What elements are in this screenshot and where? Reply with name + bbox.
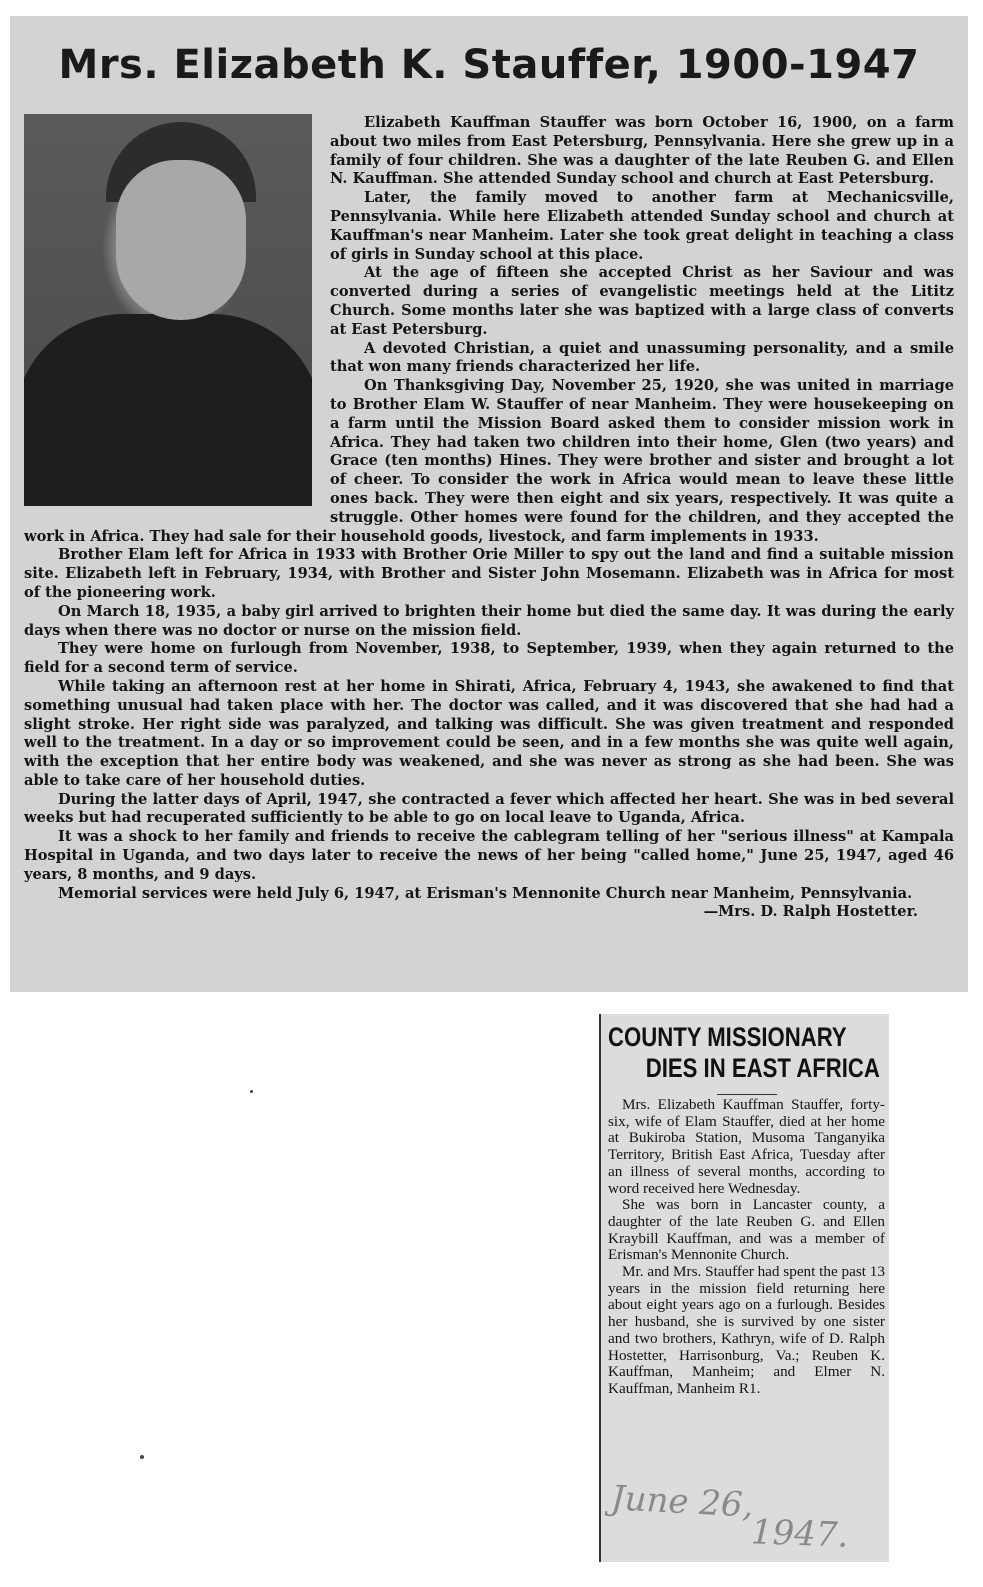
obituary-paragraph: Brother Elam left for Africa in 1933 with Brother Orie Miller to spy out the land and find a suitable mission site. Elizabeth left in February, 1934, with Brother and Sister John Mosemann. Elizabeth was in Africa for most of the pioneering work.	[24, 546, 954, 601]
obituary-paragraph: On Thanksgiving Day, November 25, 1920, she was united in marriage to Brother Elam W. Stauffer of near Manheim. They were housekeeping on a farm until the Mission Board asked them to consider mission work in Africa. They had taken two children into their home, Glen (two years) and Grace (ten months) Hines. They were brother and sister and brought a lot of cheer. To consider the work in Africa would mean to leave these little ones back. They were then eight and six years, respectively. It was quite a struggle. Other homes were found for the children, and they accepted the work in Africa. They had sale for their household goods, livestock, and farm implements in 1933.	[24, 377, 954, 545]
handwritten-date-line1: June 26,	[610, 1478, 755, 1526]
portrait-photo	[24, 114, 312, 506]
headline-divider	[717, 1094, 777, 1095]
obituary-paragraph: Elizabeth Kauffman Stauffer was born October 16, 1900, on a farm about two miles from East Petersburg, Pennsylvania. Here she grew up in a family of four children. She was a daughter of the late Reuben G. and Ellen N. Kauffman. She attended Sunday school and church at East Petersburg.	[330, 114, 954, 188]
news-headline-line1: COUNTY MISSIONARY	[608, 1022, 847, 1052]
obituary-title: Mrs. Elizabeth K. Stauffer, 1900-1947	[58, 42, 920, 88]
obituary-paragraph: A devoted Christian, a quiet and unassuming personality, and a smile that won many friends characterized her life.	[330, 339, 954, 376]
news-headline-line2: DIES IN EAST AFRICA	[645, 1053, 880, 1083]
handwritten-date-line2: 1947.	[750, 1512, 850, 1556]
obituary-paragraph: They were home on furlough from November, 1938, to September, 1939, when they again returned to the field for a second term of service.	[24, 640, 954, 677]
portrait-face	[116, 160, 246, 320]
obituary-paragraph: On March 18, 1935, a baby girl arrived to brighten their home but died the same day. It was during the early days when there was no doctor or nurse on the mission field.	[24, 602, 954, 639]
news-clipping	[599, 1014, 889, 1562]
obituary-paragraph: It was a shock to her family and friends to receive the cablegram telling of her "serious illness" at Kampala Hospital in Uganda, and two days later to receive the news of her being "called home," June 25, 1947, aged 46 years, 8 months, and 9 days.	[24, 828, 954, 883]
news-body	[608, 1097, 885, 1398]
obituary-author: —Mrs. D. Ralph Hostetter.	[703, 903, 918, 921]
news-paragraph: Mr. and Mrs. Stauffer had spent the past 13 years in the mission field returning here about eight years ago on a furlough. Besides her husband, she is survived by one sister and two brothers, Kathryn, wife of D. Ralph Hostetter, Harrisonburg, Va.; Reuben K. Kauffman, Manheim; and Elmer N. Kauffman, Manheim R1.	[608, 1263, 885, 1397]
news-headline	[608, 1022, 880, 1084]
obituary-paragraph: Later, the family moved to another farm at Mechanicsville, Pennsylvania. While here Elizabeth attended Sunday school and church at Kauffman's near Manheim. Later she took great delight in teaching a class of girls in Sunday school at this place.	[330, 189, 954, 263]
news-paragraph: Mrs. Elizabeth Kauffman Stauffer, forty-six, wife of Elam Stauffer, died at her home at Bukiroba Station, Musoma Tanganyika Territory, British East Africa, Tuesday after an illness of several months, according to word received here Wednesday.	[608, 1096, 885, 1197]
obituary-paragraph: While taking an afternoon rest at her home in Shirati, Africa, February 4, 1943, she awakened to find that something unusual had taken place with her. The doctor was called, and it was discovered that she had had a slight stroke. Her right side was paralyzed, and talking was difficult. She was given treatment and responded well to the treatment. In a day or so improvement could be seen, and in a few months she was quite well again, with the exception that her entire body was weakened, and she was never as strong as she had been. She was able to take care of her household duties.	[24, 677, 954, 789]
obituary-paragraph: During the latter days of April, 1947, she contracted a fever which affected her heart. She was in bed several weeks but had recuperated sufficiently to be able to go on local leave to Uganda, Africa.	[24, 790, 954, 827]
obituary-body	[24, 114, 954, 922]
obituary-paragraph: Memorial services were held July 6, 1947, at Erisman's Mennonite Church near Manheim, Pennsylvania.	[58, 884, 913, 902]
portrait-shoulders	[24, 314, 312, 506]
paper-speck	[140, 1455, 144, 1459]
news-paragraph: She was born in Lancaster county, a daughter of the late Reuben G. and Ellen Kraybill Kauffman, and was a member of Erisman's Mennonite Church.	[608, 1196, 885, 1264]
paper-speck	[250, 1090, 253, 1093]
obituary-clipping	[10, 16, 968, 992]
obituary-paragraph: At the age of fifteen she accepted Christ as her Saviour and was converted during a series of evangelistic meetings held at the Lititz Church. Some months later she was baptized with a large class of converts at East Petersburg.	[330, 264, 954, 338]
